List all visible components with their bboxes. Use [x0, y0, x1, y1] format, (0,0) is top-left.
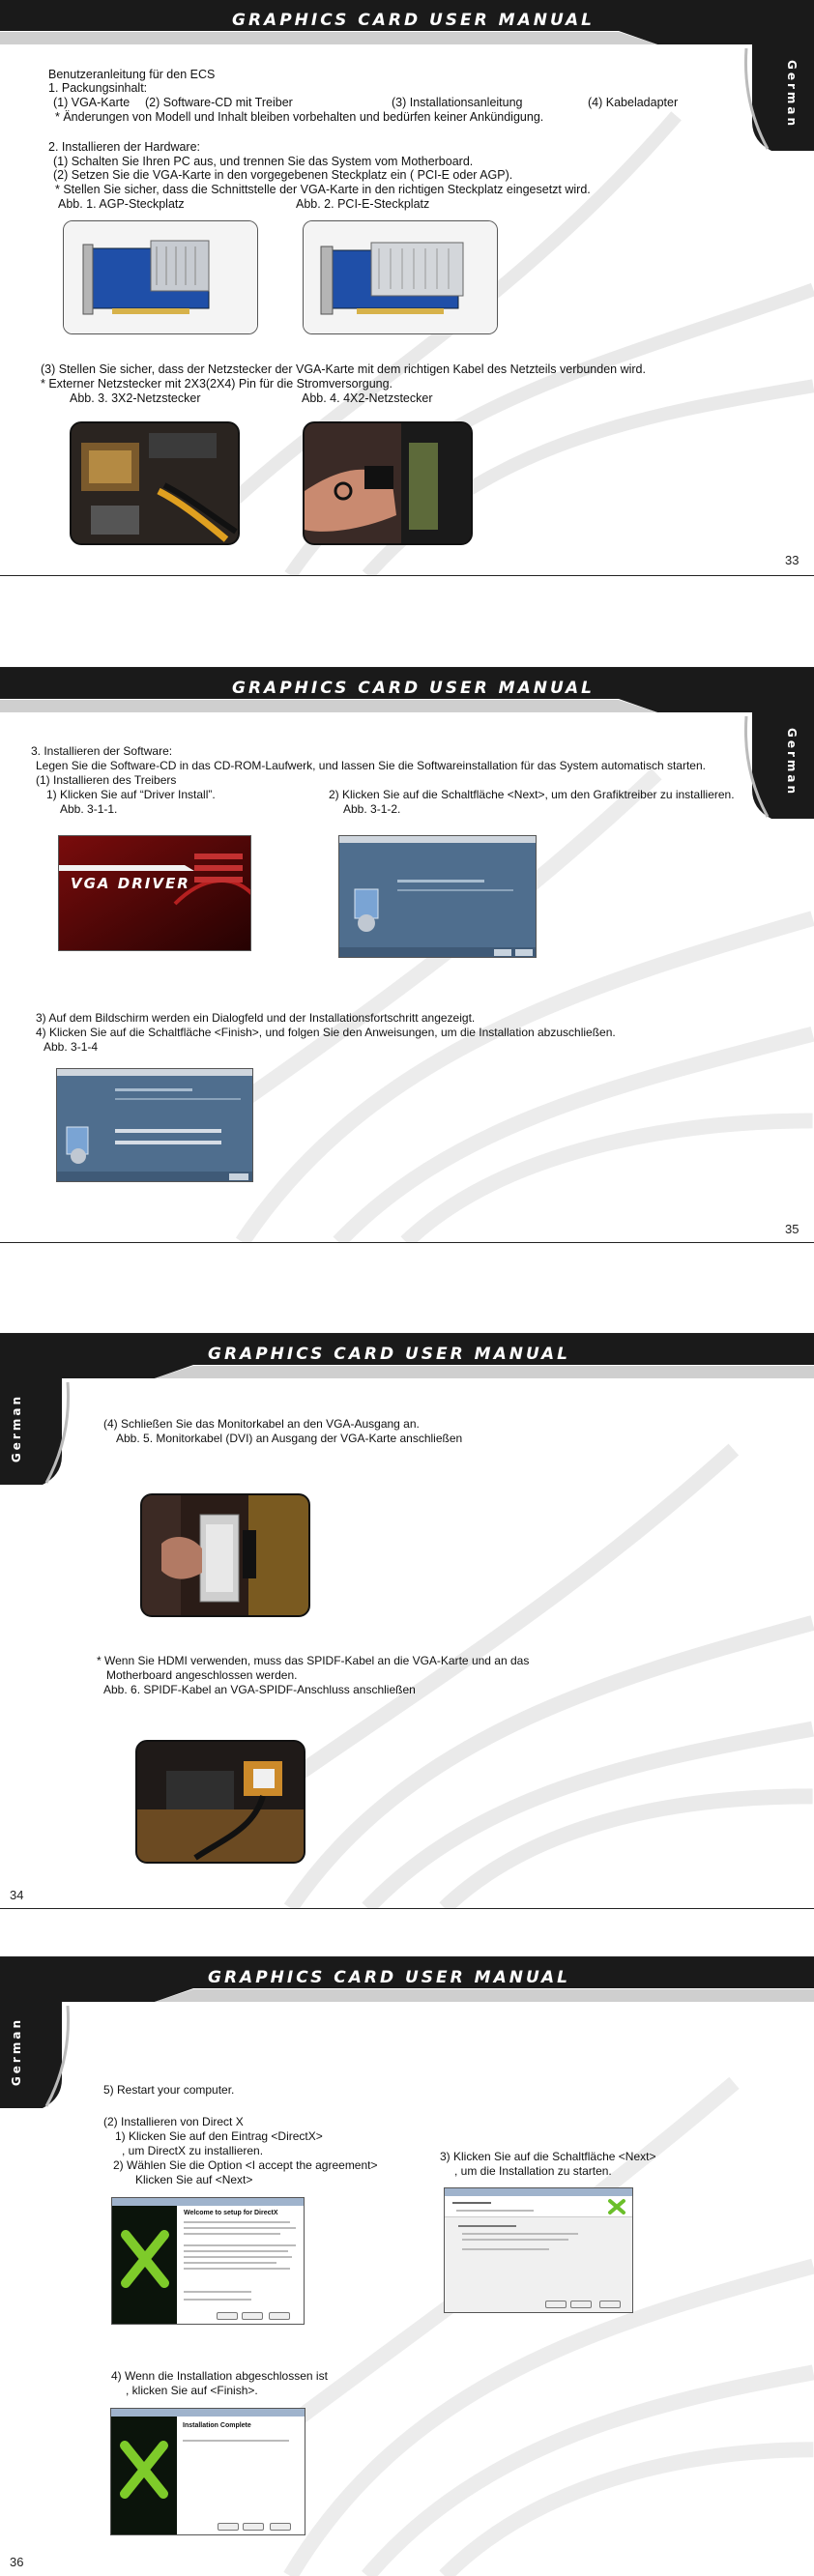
page-number: 36: [10, 2555, 24, 2569]
driver-heading: (1) Installieren des Treibers: [36, 773, 177, 787]
figure-caption: Abb. 4. 4X2-Netzstecker: [302, 391, 433, 405]
install-step: (4) Schließen Sie das Monitorkabel an den VGA-Ausgang an.: [103, 1417, 420, 1431]
hardware-step: (3) Stellen Sie sicher, dass der Netzstecker der VGA-Karte mit dem richtigen Kabel des Netzteils verbunden wird.: [41, 362, 646, 376]
package-note: * Änderungen von Modell und Inhalt bleiben vorbehalten und bedürfen keiner Ankündigung.: [55, 110, 544, 124]
hdmi-note: Motherboard angeschlossen werden.: [106, 1668, 298, 1682]
hardware-step: (1) Schalten Sie Ihren PC aus, und trennen Sie das System vom Motherboard.: [53, 155, 474, 168]
page-number: 35: [785, 1222, 799, 1236]
agp-slot-photo: [63, 220, 258, 334]
figure-caption: Abb. 3-1-1.: [60, 802, 118, 816]
page-number: 33: [785, 553, 799, 567]
install-progress-screenshot: [56, 1068, 253, 1182]
power-connector-3x2-photo: [70, 421, 240, 545]
install-step: 5) Restart your computer.: [103, 2083, 235, 2097]
side-tab-label: German: [785, 60, 799, 130]
directx-step: 1) Klicken Sie auf den Eintrag <DirectX>: [115, 2129, 323, 2143]
hardware-note: * Stellen Sie sicher, dass die Schnittstelle der VGA-Karte in den richtigen Steckplatz eingesetzt wird.: [55, 183, 591, 196]
manual-page-35: [0, 667, 814, 1243]
figure-caption: Abb. 1. AGP-Steckplatz: [58, 197, 185, 211]
package-item: (3) Installationsanleitung: [392, 96, 523, 109]
banner-title: GRAPHICS CARD USER MANUAL: [208, 1968, 570, 1987]
vga-driver-splash-screenshot: [58, 835, 251, 951]
manual-page-36: [0, 1956, 814, 2576]
install-step: 4) Klicken Sie auf die Schaltfläche <Finish>, und folgen Sie den Anweisungen, um die Installation abzuschließen.: [36, 1026, 616, 1039]
software-intro: Legen Sie die Software-CD in das CD-ROM-Laufwerk, und lassen Sie die Softwareinstallation für das System automatisch starten.: [36, 759, 706, 772]
figure-caption: Abb. 3. 3X2-Netzstecker: [70, 391, 201, 405]
wizard-heading: Welcome to setup for DirectX: [184, 2210, 278, 2216]
software-heading: 3. Installieren der Software:: [31, 744, 173, 758]
side-tab-label: German: [10, 1394, 23, 1463]
manual-page-34: [0, 1333, 814, 1909]
directx-step: Klicken Sie auf <Next>: [135, 2173, 253, 2186]
figure-caption: Abb. 6. SPIDF-Kabel an VGA-SPIDF-Anschluss anschließen: [103, 1683, 416, 1696]
figure-caption: Abb. 2. PCI-E-Steckplatz: [296, 197, 430, 211]
intro-text: Benutzeranleitung für den ECS: [48, 68, 216, 81]
spdif-cable-photo: [135, 1740, 305, 1864]
hardware-heading: 2. Installieren der Hardware:: [48, 140, 201, 154]
directx-step: 2) Wählen Sie die Option <I accept the agreement>: [113, 2158, 378, 2172]
figure-caption: Abb. 3-1-2.: [343, 802, 401, 816]
pcie-slot-photo: [303, 220, 498, 334]
power-connector-4x2-photo: [303, 421, 473, 545]
package-item: (2) Software-CD mit Treiber: [145, 96, 293, 109]
install-step: 1) Klicken Sie auf “Driver Install”.: [46, 788, 216, 801]
hardware-step: (2) Setzen Sie die VGA-Karte in den vorgegebenen Steckplatz ein ( PCI-E oder AGP).: [53, 168, 513, 182]
figure-caption: Abb. 5. Monitorkabel (DVI) an Ausgang der VGA-Karte anschließen: [116, 1432, 463, 1445]
install-step: 2) Klicken Sie auf die Schaltfläche <Next>, um den Grafiktreiber zu installieren.: [329, 788, 735, 801]
directx-step: 4) Wenn die Installation abgeschlossen ist: [111, 2369, 328, 2383]
directx-complete-screenshot: [110, 2408, 305, 2535]
page-number: 34: [10, 1888, 24, 1902]
directx-step: , klicken Sie auf <Finish>.: [126, 2384, 258, 2397]
directx-setup-screenshot: [444, 2187, 633, 2313]
directx-step: 3) Klicken Sie auf die Schaltfläche <Next>: [440, 2150, 656, 2163]
banner-title: GRAPHICS CARD USER MANUAL: [208, 1345, 570, 1364]
side-tab: [742, 44, 814, 151]
driver-setup-screenshot: [338, 835, 537, 958]
side-tab-label: German: [785, 728, 799, 797]
banner-title: GRAPHICS CARD USER MANUAL: [232, 11, 595, 30]
directx-welcome-screenshot: [111, 2197, 305, 2325]
package-item: (1) VGA-Karte: [53, 96, 131, 109]
manual-page-33: [0, 0, 814, 576]
hdmi-note: * Wenn Sie HDMI verwenden, muss das SPIDF-Kabel an die VGA-Karte und an das: [97, 1654, 530, 1667]
package-heading: 1. Packungsinhalt:: [48, 81, 148, 95]
power-note: * Externer Netzstecker mit 2X3(2X4) Pin für die Stromversorgung.: [41, 377, 393, 391]
directx-heading: (2) Installieren von Direct X: [103, 2115, 244, 2128]
monitor-cable-photo: [140, 1493, 310, 1617]
figure-caption: Abb. 3-1-4: [44, 1040, 99, 1054]
side-tab: [742, 712, 814, 819]
banner-title: GRAPHICS CARD USER MANUAL: [232, 679, 595, 698]
wizard-heading: Installation Complete: [183, 2422, 251, 2429]
side-tab-label: German: [10, 2017, 23, 2087]
install-step: 3) Auf dem Bildschirm werden ein Dialogfeld und der Installationsfortschritt angezeigt.: [36, 1011, 476, 1025]
directx-step: , um DirectX zu installieren.: [122, 2144, 264, 2157]
package-item: (4) Kabeladapter: [588, 96, 679, 109]
directx-step: , um die Installation zu starten.: [454, 2164, 612, 2178]
splash-title: VGA DRIVER: [71, 875, 190, 892]
